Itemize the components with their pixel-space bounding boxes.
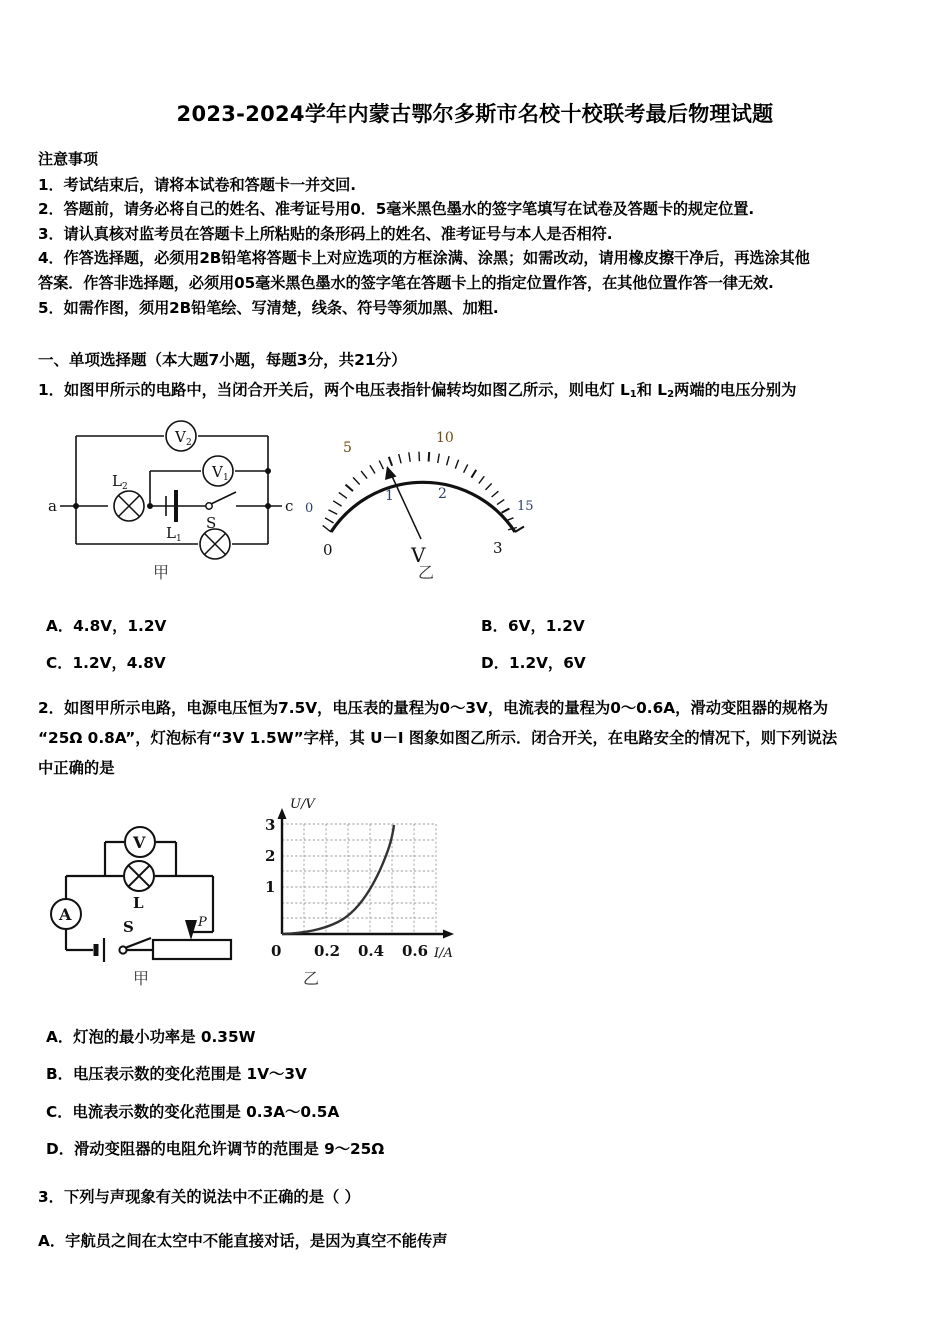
meter-inner-tick-0: 0 — [323, 540, 333, 559]
notice-heading: 注意事项 — [38, 150, 99, 168]
svg-text:2: 2 — [186, 437, 192, 448]
question-3-option-a[interactable] — [38, 1223, 916, 1260]
chart-y-arrow — [278, 808, 287, 819]
question-1-stem-mid: 和 L — [636, 380, 668, 399]
chart-xtick-06: 0.6 — [402, 941, 429, 960]
figure-2-caption-jia: 甲 — [133, 968, 150, 988]
notice-item-1: 1．考试结束后，请将本试卷和答题卡一并交回. — [38, 175, 356, 194]
figure-1-caption-jia: 甲 — [153, 562, 170, 582]
notice-item-5: 5．如需作图，须用2B铅笔绘、写清楚，线条、符号等须加黑、加粗. — [38, 298, 499, 317]
lamp-l2-symbol — [112, 472, 144, 521]
svg-text:V: V — [175, 427, 186, 446]
question-3-stem — [38, 1183, 916, 1213]
figure-2-caption-yi: 乙 — [303, 968, 320, 988]
option-d-text: 滑动变阻器的电阻允许调节的范围是 9～25Ω — [74, 1140, 385, 1159]
notice-item-4: 4．作答选择题，必须用2B铅笔将答题卡上对应选项的方框涂满、涂黑；如需改动，请用橡皮擦干净后，再选涂其他 — [38, 249, 810, 268]
question-2-number: 2． — [38, 699, 64, 718]
question-2-stem-line-2: “25Ω 0.8A”，灯泡标有“3V 1.5W”字样，其 U－I 图象如图乙所示．闭合开关，在电路安全的情况下，则下列说法 — [38, 729, 838, 748]
option-a-text: 4.8V，1.2V — [73, 616, 167, 635]
option-b-label: B． — [481, 616, 508, 635]
svg-text:1: 1 — [223, 472, 229, 483]
option-d-text: 1.2V，6V — [509, 653, 586, 672]
voltmeter-symbol-q2 — [125, 827, 155, 857]
svg-text:V: V — [133, 832, 146, 852]
notice-item-2: 2．答题前，请务必将自己的姓名、准考证号用0．5毫米黑色墨水的签字笔填写在试卷及答题卡的规定位置. — [38, 200, 755, 219]
chart-xtick-04: 0.4 — [358, 941, 385, 960]
option-c-text: 1.2V，4.8V — [72, 653, 166, 672]
question-2 — [38, 694, 916, 1168]
question-1-options — [38, 608, 916, 683]
question-1-option-b[interactable] — [481, 608, 916, 645]
svg-text:2: 2 — [122, 481, 128, 492]
switch-symbol-q2 — [119, 918, 151, 954]
question-1 — [38, 376, 916, 683]
question-1-stem-suffix: 两端的电压分别为 — [674, 380, 797, 399]
page-content — [38, 148, 916, 1260]
question-1-sub1: 1 — [629, 388, 637, 400]
svg-text:L: L — [166, 523, 176, 542]
question-3 — [38, 1183, 916, 1260]
svg-text:P: P — [198, 914, 207, 930]
question-1-stem-prefix: 如图甲所示的电路中，当闭合开关后，两个电压表指针偏转均如图乙所示，则电灯 L — [63, 380, 630, 399]
question-1-option-a[interactable] — [38, 608, 481, 645]
chart-xtick-0: 0 — [271, 941, 282, 960]
meter-outer-tick-10: 10 — [436, 429, 454, 446]
lamp-symbol-q2 — [124, 861, 154, 912]
chart-x-arrow — [443, 929, 454, 938]
ui-curve-chart-yi — [238, 794, 468, 969]
question-3-number: 3． — [38, 1187, 64, 1206]
option-b-label: B． — [46, 1065, 73, 1084]
question-2-figure — [38, 794, 916, 1009]
switch-symbol — [206, 492, 236, 532]
question-2-stem-line-3: 中正确的是 — [38, 759, 115, 778]
question-1-stem — [38, 376, 916, 406]
svg-text:L: L — [112, 471, 122, 490]
meter-inner-tick-2: 2 — [438, 485, 447, 502]
question-3-options — [38, 1223, 916, 1260]
question-3-stem-text: 下列与声现象有关的说法中不正确的是（ ） — [63, 1187, 360, 1206]
svg-text:S: S — [123, 917, 134, 936]
figure-1-caption-yi: 乙 — [418, 562, 435, 582]
option-d-label: D． — [46, 1140, 74, 1159]
svg-text:S: S — [206, 513, 217, 532]
voltmeter-1-symbol — [203, 456, 233, 486]
meter-outer-tick-5: 5 — [343, 439, 352, 456]
option-b-text: 6V，1.2V — [507, 616, 585, 635]
option-a-text: 宇航员之间在太空中不能直接对话，是因为真空不能传声 — [65, 1231, 448, 1250]
svg-text:V: V — [212, 462, 223, 481]
notice-block — [38, 148, 916, 320]
notice-item-4-cont: 答案．作答非选择题，必须用05毫米黑色墨水的签字笔在答题卡上的指定位置作答，在其他位置作答一律无效. — [38, 274, 774, 292]
option-a-label: A． — [46, 1027, 74, 1046]
meter-inner-tick-3: 3 — [493, 538, 503, 557]
option-b-text: 电压表示数的变化范围是 1V～3V — [72, 1065, 307, 1084]
voltmeter-2-symbol — [166, 421, 196, 451]
lamp-l1-symbol — [166, 524, 230, 559]
chart-gridlines — [282, 824, 436, 934]
notice-item-3: 3．请认真核对监考员在答题卡上所粘贴的条形码上的姓名、准考证号与本人是否相符. — [38, 224, 613, 243]
voltmeter-scale-diagram-yi — [303, 414, 563, 567]
circuit-diagram-jia-q1 — [46, 416, 306, 566]
option-d-label: D． — [481, 653, 509, 672]
chart-xlabel: I/A — [434, 945, 453, 961]
question-2-option-d[interactable] — [38, 1131, 916, 1168]
option-c-label: C． — [46, 1102, 73, 1121]
question-1-sub2: 2 — [667, 388, 675, 400]
question-2-option-a[interactable] — [38, 1019, 916, 1056]
option-a-label: A． — [38, 1231, 66, 1250]
question-1-figure — [38, 410, 916, 598]
meter-pointer-label: V — [411, 542, 426, 567]
chart-ytick-1: 1 — [265, 877, 276, 896]
rheostat-symbol-q2 — [153, 915, 231, 959]
circuit-diagram-jia-q2 — [48, 828, 253, 968]
svg-text:1: 1 — [176, 533, 182, 544]
chart-ytick-3: 3 — [265, 815, 276, 834]
svg-text:L: L — [133, 893, 144, 912]
ammeter-symbol-q2 — [51, 899, 81, 929]
question-2-stem-text-1: 如图甲所示电路，电源电压恒为7.5V，电压表的量程为0～3V，电流表的量程为0～0.6A，滑动变阻器的规格为 — [63, 699, 829, 718]
question-2-option-c[interactable] — [38, 1094, 916, 1131]
chart-xtick-02: 0.2 — [314, 941, 341, 960]
chart-axes — [282, 814, 448, 934]
battery-symbol-q2 — [96, 938, 104, 962]
question-2-option-b[interactable] — [38, 1056, 916, 1093]
meter-ticks — [323, 451, 524, 531]
meter-outer-tick-0: 0 — [305, 500, 314, 516]
question-1-number: 1． — [38, 380, 64, 399]
option-a-label: A． — [46, 616, 74, 635]
svg-text:A: A — [59, 904, 72, 924]
option-c-label: C． — [46, 653, 73, 672]
option-a-text: 灯泡的最小功率是 0.35W — [73, 1027, 256, 1046]
node-label-a: a — [48, 496, 57, 515]
section-heading-choice: 一、单项选择题（本大题7小题，每题3分，共21分） — [38, 351, 407, 370]
node-label-c: c — [285, 496, 294, 515]
question-1-option-d[interactable] — [481, 645, 916, 682]
question-1-option-c[interactable] — [38, 645, 481, 682]
question-2-stem-line-1 — [38, 694, 916, 724]
page-title: 2023-2024学年内蒙古鄂尔多斯市名校十校联考最后物理试题 — [176, 102, 774, 126]
chart-series-line — [282, 825, 394, 934]
question-2-options — [38, 1019, 916, 1169]
chart-ytick-2: 2 — [265, 846, 276, 865]
meter-outer-tick-15: 15 — [517, 498, 534, 514]
meter-inner-tick-1: 1 — [385, 487, 394, 504]
option-c-text: 电流表示数的变化范围是 0.3A～0.5A — [72, 1102, 340, 1121]
chart-ylabel: U/V — [290, 796, 315, 812]
